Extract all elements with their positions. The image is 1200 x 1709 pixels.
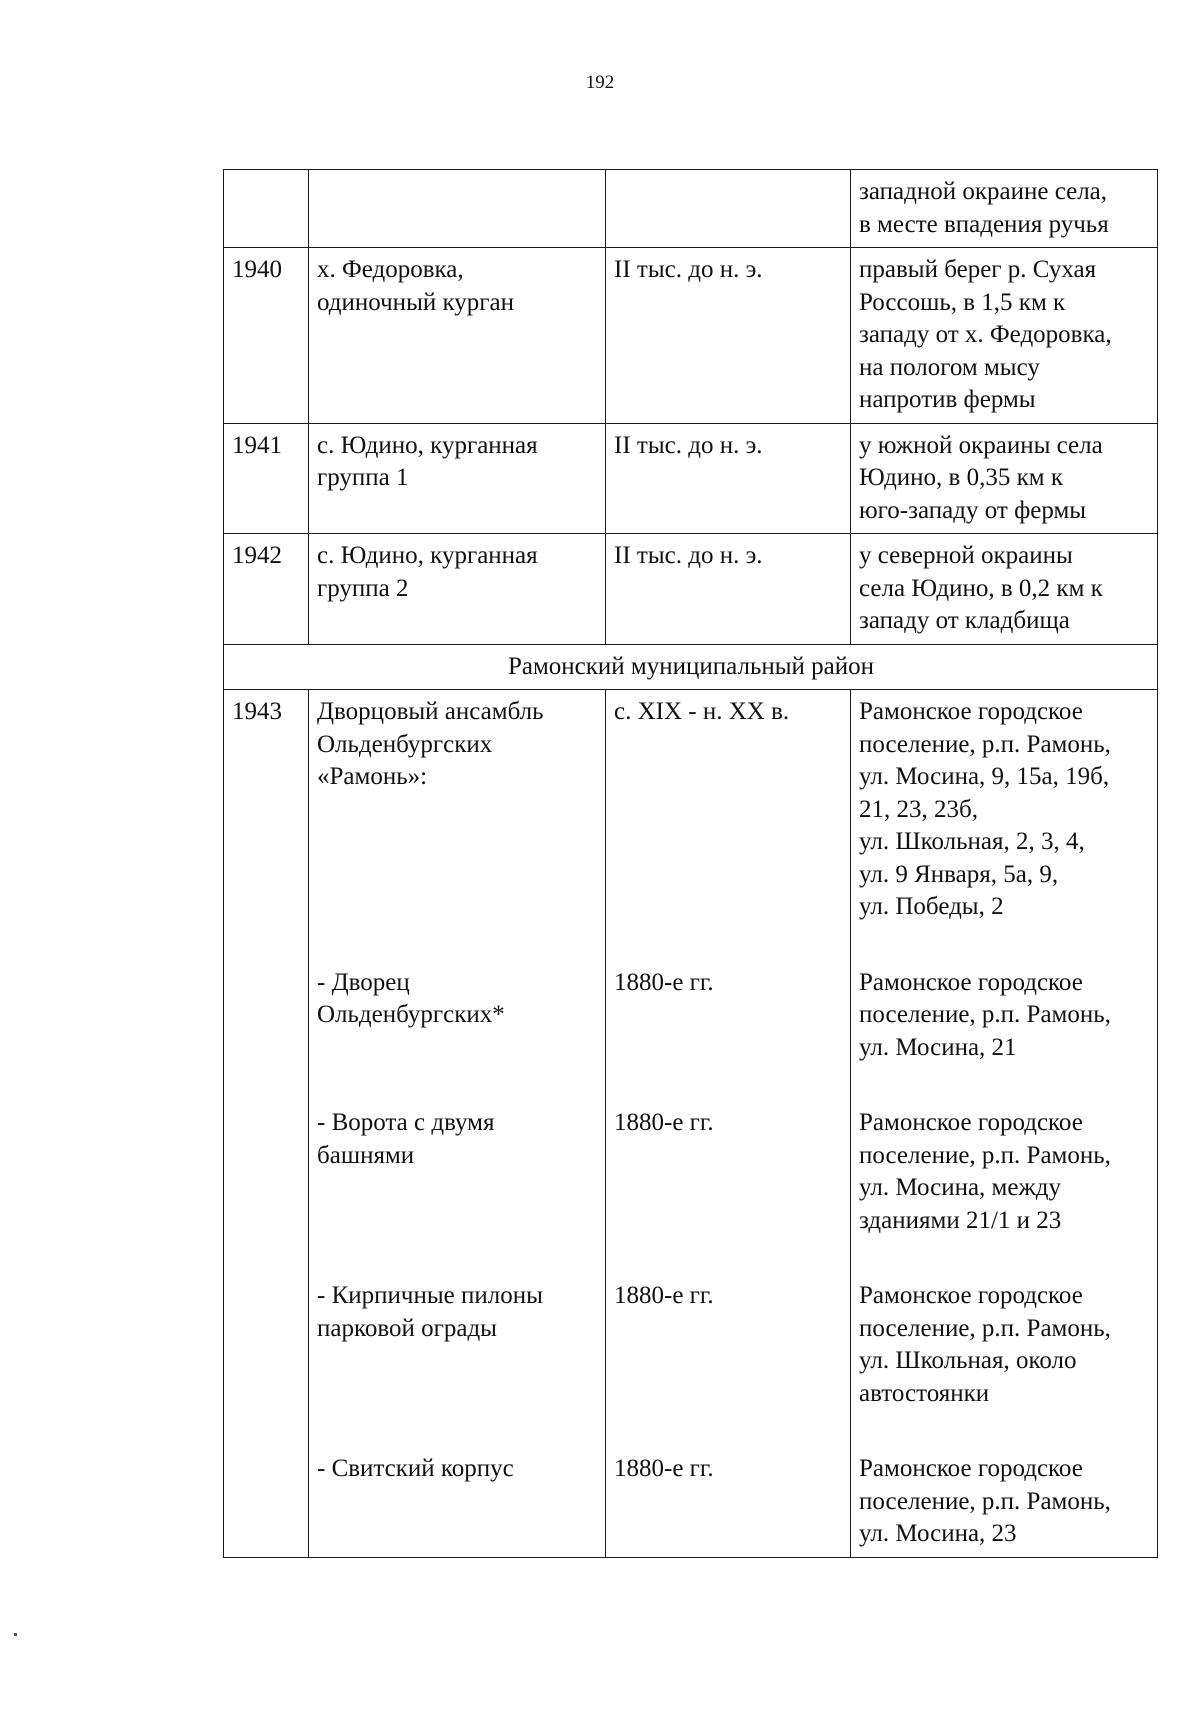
location-line: ул. Мосина, 23 (859, 1520, 1017, 1547)
location-line: у северной окраины (859, 542, 1073, 569)
dating-line: с. XIX - н. XX в. (614, 698, 790, 725)
scan-speck (14, 1633, 17, 1636)
object-name-line: с. Юдино, курганная (317, 542, 538, 569)
object-name-line: - Ворота с двумя (317, 1109, 495, 1136)
location-line: села Юдино, в 0,2 км к (859, 574, 1103, 602)
location-line: ул. Мосина, 9, 15а, 19б, (859, 763, 1110, 790)
location-line: Юдино, в 0,35 км к (859, 464, 1063, 491)
location-line: ул. Победы, 2 (859, 893, 1004, 920)
location-line: ул. Школьная, 2, 3, 4, (859, 828, 1085, 855)
object-name-line: парковой ограды (317, 1314, 497, 1342)
object-name-line: башнями (317, 1141, 415, 1169)
location-line: западу от кладбища (859, 607, 1070, 634)
object-name-cell (309, 423, 606, 534)
table-row (224, 423, 1158, 534)
object-name-cell (309, 534, 606, 645)
table-row (224, 534, 1158, 645)
dating-line: 1880-е гг. (614, 1109, 714, 1136)
object-name-line: Ольденбургских* (317, 1001, 505, 1028)
object-name-line: - Свитский корпус (317, 1455, 514, 1482)
dating-cell: II тыс. до н. э. (606, 248, 851, 424)
table-row (224, 690, 1158, 1558)
location-line: поселение, р.п. Рамонь, (859, 1001, 1111, 1028)
location-cell (851, 248, 1158, 424)
location-line: в месте впадения ручья (859, 210, 1109, 238)
dating-cell: II тыс. до н. э. (606, 423, 851, 534)
location-line: 21, 23, 23б, (859, 795, 978, 823)
dating-line: 1880-е гг. (614, 1282, 714, 1309)
location-line: поселение, р.п. Рамонь, (859, 1314, 1111, 1342)
dating-line: 1880-е гг. (614, 968, 714, 996)
location-line: Рамонское городское (859, 1455, 1083, 1482)
location-line: напротив фермы (859, 386, 1036, 413)
object-name-line: - Дворец (317, 968, 410, 996)
object-name-line: Ольденбургских (317, 730, 493, 758)
object-name-line: «Рамонь»: (317, 763, 428, 790)
location-line: поселение, р.п. Рамонь, (859, 1487, 1111, 1515)
location-line: у южной окраины села (859, 431, 1103, 459)
location-cell (851, 690, 1158, 1558)
location-line: автостоянки (859, 1379, 990, 1407)
object-name-line: группа 2 (317, 574, 409, 602)
location-line: зданиями 21/1 и 23 (859, 1206, 1062, 1234)
section-header: Рамонский муниципальный район (224, 644, 1158, 690)
location-line: Рамонское городское (859, 1109, 1083, 1136)
page-number: 192 (585, 72, 615, 93)
location-line: Россошь, в 1,5 км к (859, 288, 1066, 316)
location-line: западу от х. Федоровка, (859, 321, 1112, 348)
location-cell (851, 170, 1158, 248)
row-number-cell (224, 170, 309, 248)
table-row (224, 248, 1158, 424)
row-number-cell: 1941 (224, 423, 309, 534)
location-line: ул. Школьная, около (859, 1347, 1077, 1374)
location-line: на пологом мысу (859, 353, 1040, 381)
row-number-cell: 1940 (224, 248, 309, 424)
object-name-line: группа 1 (317, 464, 409, 491)
dating-cell (606, 690, 851, 1558)
location-line: правый берег р. Сухая (859, 256, 1097, 283)
row-number-cell: 1942 (224, 534, 309, 645)
heritage-registry-table (223, 169, 1158, 1558)
location-line: поселение, р.п. Рамонь, (859, 1141, 1111, 1169)
location-line: Рамонское городское (859, 1282, 1083, 1309)
object-name-line: Дворцовый ансамбль (317, 698, 544, 725)
row-number-cell: 1943 (224, 690, 309, 1558)
object-name-line: одиночный курган (317, 288, 515, 316)
location-line: ул. 9 Января, 5а, 9, (859, 860, 1059, 888)
table-row (224, 170, 1158, 248)
location-line: ул. Мосина, 21 (859, 1033, 1017, 1061)
object-name-cell (309, 170, 606, 248)
location-line: Рамонское городское (859, 698, 1083, 725)
location-line: западной окраине села, (859, 178, 1108, 205)
location-cell (851, 534, 1158, 645)
object-name-line: х. Федоровка, (317, 256, 464, 283)
dating-line: 1880-е гг. (614, 1455, 714, 1482)
object-name-cell (309, 690, 606, 1558)
location-line: ул. Мосина, между (859, 1174, 1061, 1201)
section-header-row (224, 644, 1158, 690)
dating-cell (606, 170, 851, 248)
location-cell (851, 423, 1158, 534)
location-line: поселение, р.п. Рамонь, (859, 730, 1111, 758)
location-line: юго-западу от фермы (859, 496, 1087, 524)
dating-cell: II тыс. до н. э. (606, 534, 851, 645)
object-name-line: с. Юдино, курганная (317, 431, 538, 459)
object-name-cell (309, 248, 606, 424)
location-line: Рамонское городское (859, 968, 1083, 996)
object-name-line: - Кирпичные пилоны (317, 1282, 543, 1309)
